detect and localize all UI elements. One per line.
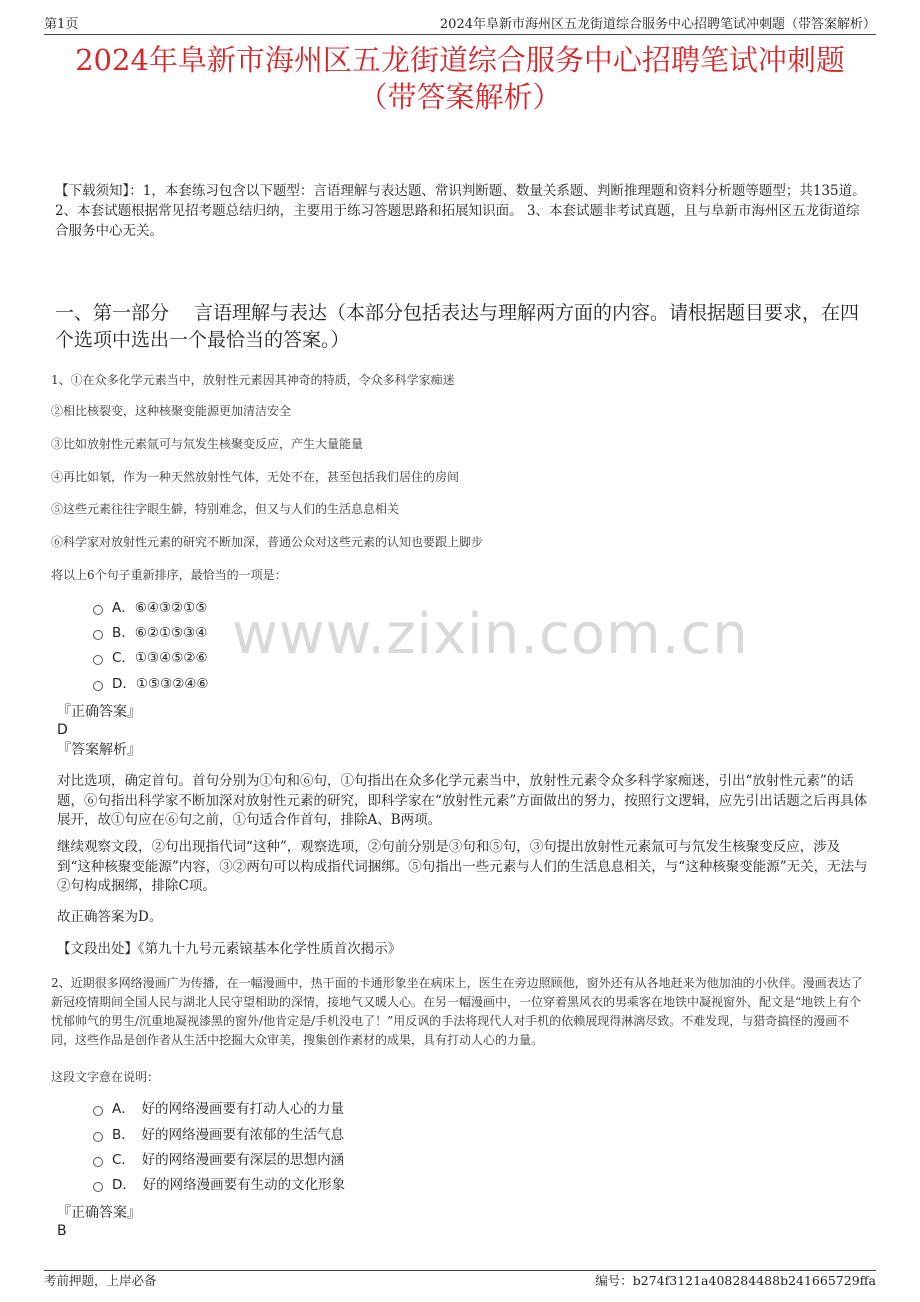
option-label: B．⑥②①⑤③④ (112, 625, 208, 641)
q1-line: ③比如放射性元素氚可与氘发生核聚变反应，产生大量能量 (51, 437, 364, 451)
q1-answer-label: 『正确答案』 (57, 704, 141, 720)
footer-doc-id: 编号：b274f3121a408284488b241665729ffa (595, 1273, 876, 1288)
q1-source: 【文段出处】《第九十九号元素锿基本化学性质首次揭示》 (57, 941, 402, 957)
q1-line: 1、①在众多化学元素当中，放射性元素因其神奇的特质，令众多科学家痴迷 (51, 373, 455, 387)
q2-question: 这段文字意在说明： (51, 1070, 160, 1084)
q2-option-b[interactable] (93, 1126, 344, 1144)
radio-icon[interactable] (93, 1132, 103, 1142)
radio-icon[interactable] (93, 630, 103, 640)
q2-answer: B (57, 1223, 67, 1239)
q1-option-c[interactable] (93, 649, 208, 667)
header-doc-title: 2024年阜新市海州区五龙街道综合服务中心招聘笔试冲刺题（带答案解析） (439, 17, 876, 32)
q1-analysis-paragraph: 故正确答案为D。 (57, 909, 163, 925)
radio-icon[interactable] (93, 605, 103, 615)
page-footer (44, 1270, 876, 1289)
q1-line: ②相比核裂变，这种核聚变能源更加清洁安全 (51, 404, 292, 418)
footer-slogan: 考前押题，上岸必备 (44, 1273, 157, 1288)
title-line-1: 2024年阜新市海州区五龙街道综合服务中心招聘笔试冲刺题 (75, 43, 845, 77)
q2-option-a[interactable] (93, 1100, 344, 1118)
q1-analysis-paragraph: 对比选项，确定首句。首句分别为①句和⑥句，①句指出在众多化学元素当中，放射性元素令众多科学家痴迷，引出“放射性元素”的话题，⑥句指出科学家不断加深对放射性元素的研究，即科学家在“放射性元素”方面做出的努力，按照行文逻辑，应先引出话题之后再具体展开，故①句应在⑥句之前，①句适合作首句，排除A、B两项。 (57, 773, 868, 828)
radio-icon[interactable] (93, 1182, 103, 1192)
q1-question: 将以上6个句子重新排序，最恰当的一项是： (51, 568, 287, 582)
option-label: B． 好的网络漫画要有浓郁的生活气息 (112, 1127, 345, 1143)
q2-stem: 2、近期很多网络漫画广为传播，在一幅漫画中，热干面的卡通形象坐在病床上，医生在旁边照顾他，窗外还有从各地赶来为他加油的小伙伴。漫画表达了新冠疫情期间全国人民与湖北人民守望相助的深情，接地气又暖人心。在另一幅漫画中，一位穿着黑风衣的男乘客在地铁中凝视窗外，配文是“地铁上有个忧郁帅气的男生/沉重地凝视漆黑的窗外/他肯定是/手机没电了！”用反讽的手法将现代人对手机的依赖展现得淋漓尽致。不难发现，与猎奇搞怪的漫画不同，这些作品是创作者从生活中挖掘大众审美，搜集创作素材的成果，具有打动人心的力量。 (51, 976, 863, 1047)
q2-answer-label: 『正确答案』 (57, 1205, 141, 1221)
radio-icon[interactable] (93, 1106, 103, 1116)
q1-option-b[interactable] (93, 624, 207, 642)
q1-option-d[interactable] (93, 675, 209, 693)
page-number: 第1页 (44, 17, 79, 32)
q1-line: ④再比如氡，作为一种天然放射性气体，无处不在，甚至包括我们居住的房间 (51, 470, 460, 484)
option-label: A．⑥④③②①⑤ (112, 600, 208, 616)
q1-line: ⑤这些元素往往字眼生僻，特别难念，但又与人们的生活息息相关 (51, 502, 400, 516)
option-label: C．①③④⑤②⑥ (112, 650, 208, 666)
document-title (40, 42, 880, 116)
q1-line: ⑥科学家对放射性元素的研究不断加深，普通公众对这些元素的认知也要跟上脚步 (51, 535, 484, 549)
section-heading: 一、第一部分 言语理解与表达（本部分包括表达与理解两方面的内容。请根据题目要求，在四个选项中选出一个最恰当的答案。） (55, 302, 860, 351)
radio-icon[interactable] (93, 655, 103, 665)
option-label: A． 好的网络漫画要有打动人心的力量 (112, 1101, 344, 1117)
radio-icon[interactable] (93, 1157, 103, 1167)
title-line-2: （带答案解析） (358, 80, 562, 114)
q1-answer: D (57, 722, 68, 738)
watermark: www.zixin.com.cn (232, 602, 749, 667)
q2-option-d[interactable] (93, 1176, 345, 1194)
option-label: C． 好的网络漫画要有深层的思想内涵 (112, 1152, 345, 1168)
q1-analysis-paragraph: 继续观察文段，②句出现指代词“这种”，观察选项，②句前分别是③句和⑤句，③句提出放射性元素氚可与氘发生核聚变反应，涉及到“这种核聚变能源”内容，③②两句可以构成指代词捆绑。⑤句指出一些元素与人们的生活息息相关，与“这种核聚变能源”无关，无法与②句构成捆绑，排除C项。 (57, 839, 868, 894)
q1-analysis-label: 『答案解析』 (57, 742, 141, 758)
radio-icon[interactable] (93, 681, 103, 691)
option-label: D．①⑤③②④⑥ (112, 676, 209, 692)
q1-option-a[interactable] (93, 599, 207, 617)
option-label: D． 好的网络漫画要有生动的文化形象 (112, 1177, 346, 1193)
page-header (44, 10, 876, 35)
q2-option-c[interactable] (93, 1151, 344, 1169)
download-notice: 【下载须知】：1，本套练习包含以下题型：言语理解与表达题、常识判断题、数量关系题、判断推理题和资料分析题等题型；共135道。 2、本套试题根据常见招考题总结归纳，主要用于练习答题思路和拓展知识面。 3、本套试题非考试真题，且与阜新市海州区五龙街道综合服务中心无关。 (55, 183, 866, 239)
